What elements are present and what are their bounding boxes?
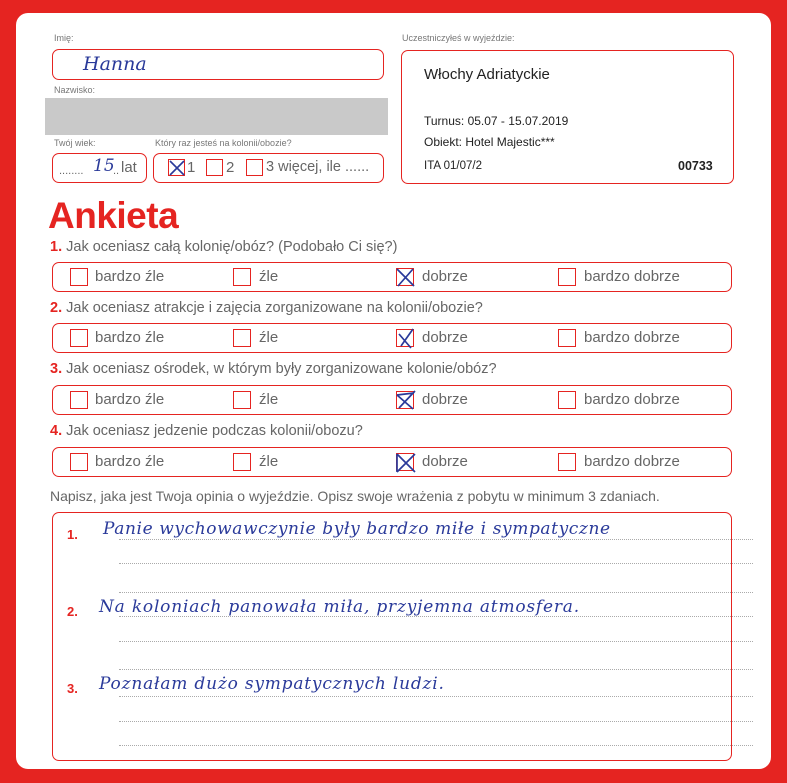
answer-row-4	[52, 447, 732, 477]
q4-option-3-checkbox[interactable]	[396, 453, 414, 471]
trip-number: 00733	[678, 159, 713, 173]
opinion-line-1-number: 1.	[67, 527, 78, 542]
x-mark-icon	[395, 328, 415, 348]
opinion-rule-3c	[119, 745, 753, 746]
answer-row-3	[52, 385, 732, 415]
q2-option-2-label: źle	[259, 329, 279, 346]
age-dots-after: ..	[113, 165, 120, 177]
opinion-rule-3b	[119, 721, 753, 722]
q1-option-1-checkbox[interactable]	[70, 268, 88, 286]
q4-option-1-checkbox[interactable]	[70, 453, 88, 471]
surname-label: Nazwisko:	[54, 85, 96, 95]
age-dots-before: ........	[59, 165, 84, 177]
q4-option-4-label: bardzo dobrze	[584, 453, 680, 470]
opinion-rule-3a	[119, 696, 753, 697]
name-field[interactable]	[52, 49, 384, 80]
times-field	[153, 153, 384, 183]
q4-option-1-label: bardzo źle	[95, 453, 165, 470]
name-label: Imię:	[54, 33, 74, 43]
q3-option-2-label: źle	[259, 391, 279, 408]
times-option-3: 3 więcej, ile ......	[266, 159, 370, 175]
q4-option-2-checkbox[interactable]	[233, 453, 251, 471]
q2-option-4-label: bardzo dobrze	[584, 329, 680, 346]
trip-obiekt: Obiekt: Hotel Majestic***	[424, 135, 555, 149]
q3-option-1-label: bardzo źle	[95, 391, 165, 408]
q4-option-4-checkbox[interactable]	[558, 453, 576, 471]
question-1	[50, 239, 397, 255]
x-mark-icon	[167, 158, 187, 178]
q3-option-1-checkbox[interactable]	[70, 391, 88, 409]
times-option-2: 2	[226, 159, 235, 176]
q3-option-4-checkbox[interactable]	[558, 391, 576, 409]
q1-option-4-checkbox[interactable]	[558, 268, 576, 286]
q4-option-2-label: źle	[259, 453, 279, 470]
answer-row-1	[52, 262, 732, 292]
question-3-text: Jak oceniasz ośrodek, w którym były zorganizowane kolonie/obóz?	[66, 361, 497, 377]
survey-sheet	[16, 13, 771, 769]
trip-box	[401, 50, 734, 184]
opinion-rule-2b	[119, 641, 753, 642]
opinion-line-1-text: Panie wychowawczynie były bardzo miłe i sympatyczne	[103, 519, 611, 539]
question-4-text: Jak oceniasz jedzenie podczas kolonii/obozu?	[66, 423, 363, 439]
question-2-number: 2.	[50, 300, 63, 316]
x-mark-icon	[395, 452, 415, 472]
opinion-rule-2c	[119, 669, 753, 670]
q2-option-1-label: bardzo źle	[95, 329, 165, 346]
times-checkbox-1[interactable]	[168, 159, 185, 176]
opinion-box[interactable]	[52, 512, 732, 761]
question-4	[50, 423, 363, 439]
q3-option-2-checkbox[interactable]	[233, 391, 251, 409]
times-label: Który raz jesteś na kolonii/obozie?	[155, 138, 292, 148]
age-field[interactable]	[52, 153, 147, 183]
q1-option-1-label: bardzo źle	[95, 268, 165, 285]
q1-option-2-label: źle	[259, 268, 279, 285]
name-value: Hanna	[83, 53, 147, 75]
opinion-line-2-text: Na koloniach panowała miła, przyjemna atmosfera.	[99, 597, 580, 617]
opinion-line-2-number: 2.	[67, 604, 78, 619]
q3-option-4-label: bardzo dobrze	[584, 391, 680, 408]
q2-option-2-checkbox[interactable]	[233, 329, 251, 347]
age-value: 15	[93, 156, 115, 176]
q1-option-2-checkbox[interactable]	[233, 268, 251, 286]
age-label: Twój wiek:	[54, 138, 96, 148]
opinion-rule-1c	[119, 592, 753, 593]
question-3-number: 3.	[50, 361, 63, 377]
question-1-number: 1.	[50, 239, 63, 255]
trip-label: Uczestniczyłeś w wyjeździe:	[402, 33, 515, 43]
question-3	[50, 361, 497, 377]
q1-option-3-checkbox[interactable]	[396, 268, 414, 286]
q2-option-3-label: dobrze	[422, 329, 468, 346]
q3-option-3-checkbox[interactable]	[396, 391, 414, 409]
opinion-rule-1a	[119, 539, 753, 540]
times-checkbox-3[interactable]	[246, 159, 263, 176]
surname-redacted	[45, 98, 388, 135]
question-4-number: 4.	[50, 423, 63, 439]
opinion-prompt: Napisz, jaka jest Twoja opinia o wyjeździe. Opisz swoje wrażenia z pobytu w minimum 3 zdaniach.	[50, 488, 660, 504]
question-2	[50, 300, 483, 316]
q1-option-3-label: dobrze	[422, 268, 468, 285]
x-mark-icon	[395, 267, 415, 287]
trip-code: ITA 01/07/2	[424, 160, 482, 172]
q2-option-3-checkbox[interactable]	[396, 329, 414, 347]
q4-option-3-label: dobrze	[422, 453, 468, 470]
opinion-rule-1b	[119, 563, 753, 564]
q3-option-3-label: dobrze	[422, 391, 468, 408]
answer-row-2	[52, 323, 732, 353]
q2-option-1-checkbox[interactable]	[70, 329, 88, 347]
times-checkbox-2[interactable]	[206, 159, 223, 176]
question-1-text: Jak oceniasz całą kolonię/obóz? (Podobało Ci się?)	[66, 239, 398, 255]
trip-turnus: Turnus: 05.07 - 15.07.2019	[424, 114, 569, 128]
q2-option-4-checkbox[interactable]	[558, 329, 576, 347]
x-mark-icon	[395, 390, 415, 410]
survey-title: Ankieta	[48, 195, 179, 236]
opinion-line-3-number: 3.	[67, 681, 78, 696]
q1-option-4-label: bardzo dobrze	[584, 268, 680, 285]
question-2-text: Jak oceniasz atrakcje i zajęcia zorganizowane na kolonii/obozie?	[66, 300, 483, 316]
times-option-1: 1	[187, 159, 196, 176]
opinion-line-3-text: Poznałam dużo sympatycznych ludzi.	[99, 674, 445, 694]
age-unit: lat	[121, 159, 137, 176]
trip-destination: Włochy Adriatyckie	[424, 66, 550, 83]
